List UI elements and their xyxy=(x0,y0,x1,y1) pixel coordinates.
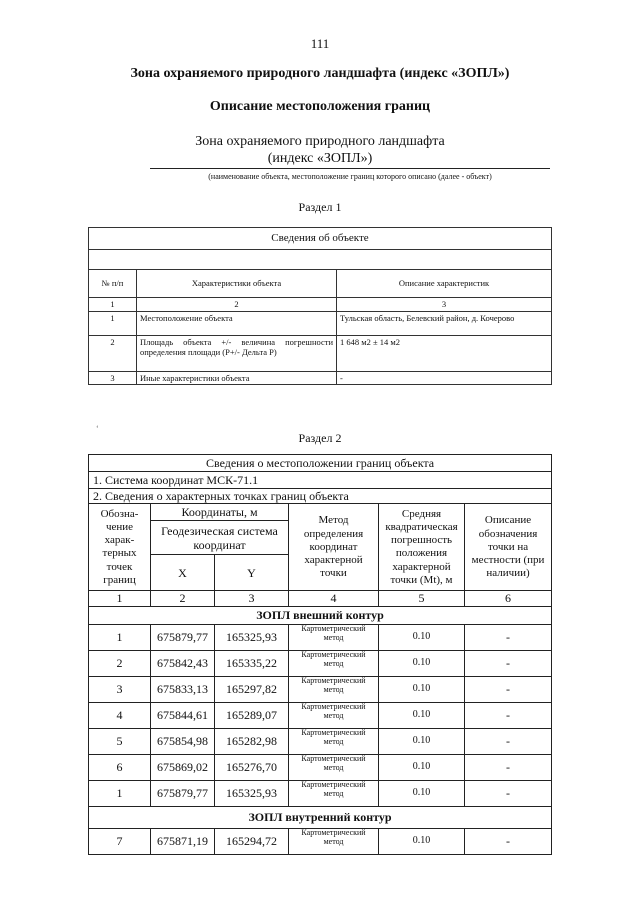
boundary-table xyxy=(88,454,552,855)
document-title: Зона охраняемого природного ландшафта (индекс «ЗОПЛ») xyxy=(130,66,510,81)
boundary-table-title: Сведения о местоположении границ объекта xyxy=(89,455,552,472)
table-row xyxy=(89,650,552,676)
col-number: 5 xyxy=(379,591,465,606)
object-info-table xyxy=(88,227,552,385)
section1-heading: Раздел 1 xyxy=(298,200,342,214)
col-coords-header: Координаты, м xyxy=(151,504,289,521)
document-subtitle: Описание местоположения границ xyxy=(209,99,431,114)
col-y-header: Y xyxy=(215,555,289,591)
col-number: 1 xyxy=(89,298,137,312)
point-y: 165325,93 xyxy=(215,780,289,806)
point-x: 675879,77 xyxy=(151,624,215,650)
point-y: 165276,70 xyxy=(215,754,289,780)
table-row xyxy=(89,311,552,335)
col-x-header: X xyxy=(151,555,215,591)
table-row xyxy=(89,624,552,650)
point-method: Картометрический метод xyxy=(289,728,379,754)
col-number: 1 xyxy=(89,591,151,606)
col-number: 4 xyxy=(289,591,379,606)
row-desc: Тульская область, Белевский район, д. Кочерово xyxy=(337,311,552,335)
point-y: 165325,93 xyxy=(215,624,289,650)
section2-heading: Раздел 2 xyxy=(298,431,342,445)
row-desc: 1 648 м2 ± 14 м2 xyxy=(337,335,552,371)
row-char: Местоположение объекта xyxy=(137,311,337,335)
point-id: 3 xyxy=(89,676,151,702)
row-char: Иные характеристики объекта xyxy=(137,371,337,385)
row-num: 3 xyxy=(89,371,137,385)
point-id: 5 xyxy=(89,728,151,754)
point-description: - xyxy=(465,676,552,702)
col-number: 3 xyxy=(215,591,289,606)
col-number: 6 xyxy=(465,591,552,606)
point-description: - xyxy=(465,728,552,754)
point-description: - xyxy=(465,650,552,676)
page-number: 111 xyxy=(310,36,330,51)
point-method: Картометрический метод xyxy=(289,676,379,702)
object-name-line2: (индекс «ЗОПЛ») xyxy=(267,151,373,166)
point-method: Картометрический метод xyxy=(289,624,379,650)
point-y: 165289,07 xyxy=(215,702,289,728)
characteristic-points-line: 2. Сведения о характерных точках границ объекта xyxy=(89,489,552,504)
point-y: 165297,82 xyxy=(215,676,289,702)
col-accuracy-header: Средняя квадратическая погрешность положения характерной точки (Mt), м xyxy=(379,504,465,591)
point-x: 675833,13 xyxy=(151,676,215,702)
table-row xyxy=(89,754,552,780)
point-description: - xyxy=(465,702,552,728)
point-method: Картометрический метод xyxy=(289,702,379,728)
table-row xyxy=(89,676,552,702)
point-method: Картометрический метод xyxy=(289,754,379,780)
point-method: Картометрический метод xyxy=(289,828,379,854)
point-accuracy: 0.10 xyxy=(379,650,465,676)
col-number: 2 xyxy=(137,298,337,312)
scan-mark: ʻ xyxy=(96,424,99,433)
object-info-blank-row xyxy=(89,250,552,270)
point-id: 1 xyxy=(89,624,151,650)
col-method-header: Метод определения координат характерной точки xyxy=(289,504,379,591)
col-char-header: Характеристики объекта xyxy=(137,270,337,298)
point-accuracy: 0.10 xyxy=(379,702,465,728)
point-x: 675869,02 xyxy=(151,754,215,780)
object-caption: (наименование объекта, местоположение границ которого описано (далее - объект) xyxy=(208,172,492,181)
point-y: 165335,22 xyxy=(215,650,289,676)
point-id: 4 xyxy=(89,702,151,728)
table-row xyxy=(89,728,552,754)
point-id: 2 xyxy=(89,650,151,676)
point-description: - xyxy=(465,624,552,650)
point-x: 675879,77 xyxy=(151,780,215,806)
col-number: 2 xyxy=(151,591,215,606)
table-row xyxy=(89,335,552,371)
point-method: Картометрический метод xyxy=(289,650,379,676)
point-x: 675871,19 xyxy=(151,828,215,854)
object-name-underline xyxy=(150,168,550,169)
col-geo-system-header: Геодезическая система координат xyxy=(151,521,289,555)
point-x: 675854,98 xyxy=(151,728,215,754)
point-description: - xyxy=(465,828,552,854)
point-description: - xyxy=(465,754,552,780)
inner-contour-label: ЗОПЛ внутренний контур xyxy=(89,806,552,828)
object-info-title: Сведения об объекте xyxy=(89,228,552,250)
table-row xyxy=(89,780,552,806)
point-y: 165282,98 xyxy=(215,728,289,754)
col-description-header: Описание обозначения точки на местности (при наличии) xyxy=(465,504,552,591)
table-row xyxy=(89,828,552,854)
point-accuracy: 0.10 xyxy=(379,676,465,702)
point-id: 6 xyxy=(89,754,151,780)
point-x: 675842,43 xyxy=(151,650,215,676)
table-row xyxy=(89,702,552,728)
point-accuracy: 0.10 xyxy=(379,728,465,754)
point-method: Картометрический метод xyxy=(289,780,379,806)
point-x: 675844,61 xyxy=(151,702,215,728)
row-char: Площадь объекта +/- величина погрешности определения площади (P+/- Дельта P) xyxy=(137,335,337,371)
col-designation-header: Обозна-чение харак-терных точек границ xyxy=(89,504,151,591)
col-num-header: № п/п xyxy=(89,270,137,298)
point-accuracy: 0.10 xyxy=(379,624,465,650)
point-accuracy: 0.10 xyxy=(379,754,465,780)
point-description: - xyxy=(465,780,552,806)
point-id: 7 xyxy=(89,828,151,854)
row-num: 2 xyxy=(89,335,137,371)
point-accuracy: 0.10 xyxy=(379,780,465,806)
row-num: 1 xyxy=(89,311,137,335)
col-desc-header: Описание характеристик xyxy=(337,270,552,298)
point-accuracy: 0.10 xyxy=(379,828,465,854)
col-number: 3 xyxy=(337,298,552,312)
point-id: 1 xyxy=(89,780,151,806)
coordinate-system-line: 1. Система координат МСК-71.1 xyxy=(89,472,552,489)
table-row xyxy=(89,371,552,385)
outer-contour-label: ЗОПЛ внешний контур xyxy=(89,606,552,624)
row-desc: - xyxy=(337,371,552,385)
point-y: 165294,72 xyxy=(215,828,289,854)
object-name-line1: Зона охраняемого природного ландшафта xyxy=(195,134,445,149)
